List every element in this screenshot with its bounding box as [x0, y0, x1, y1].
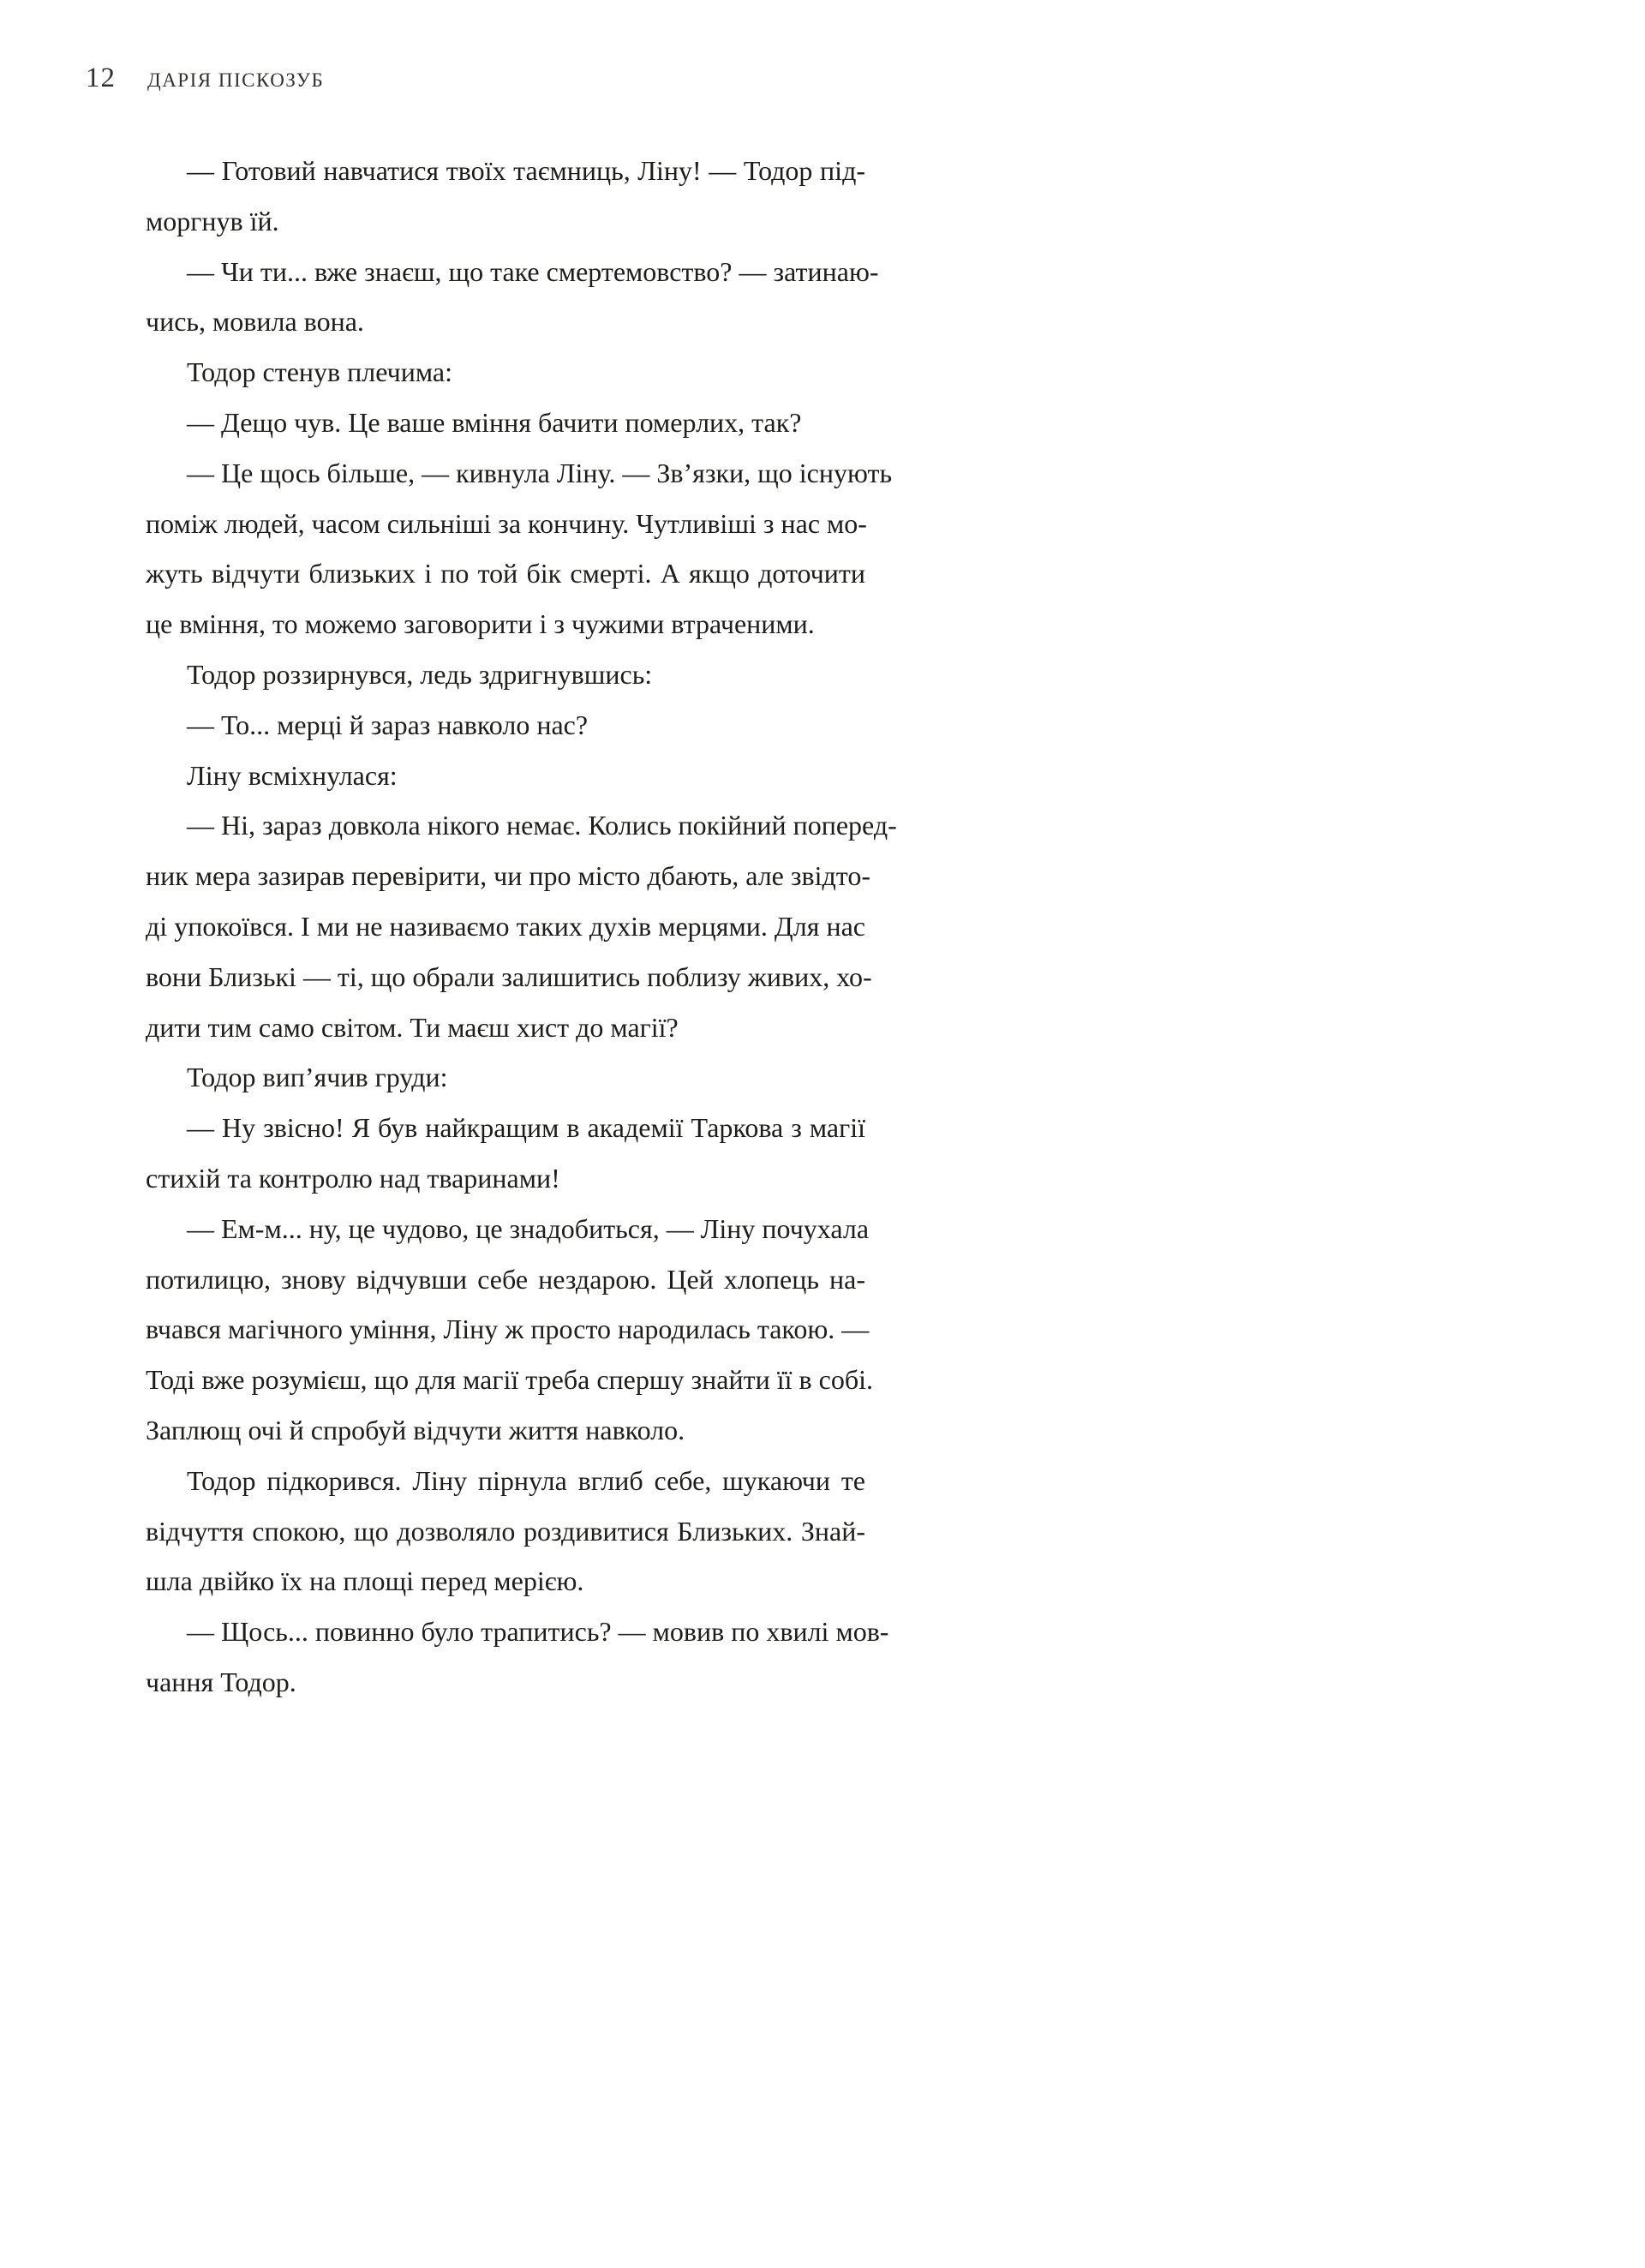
text-line: — Щось... повинно було трапитись? — мовив по хвилі мов-	[187, 1616, 889, 1648]
text-line: жуть відчути близьких і по той бік смерті. А якщо доточити	[146, 558, 865, 589]
text-line: вчався магічного уміння, Ліну ж просто народилась такою. —	[146, 1314, 870, 1345]
paragraph	[146, 1456, 865, 1607]
text-line: чись, мовила вона.	[146, 306, 364, 338]
text-line: ді упокоївся. І ми не називаємо таких духів мерцями. Для нас	[146, 910, 865, 942]
paragraph	[146, 751, 865, 801]
text-line: це вміння, то можемо заговорити і з чужими втраченими.	[146, 608, 815, 640]
paragraph	[146, 1103, 865, 1204]
text-line: — То... мерці й зараз навколо нас?	[187, 709, 589, 740]
text-line: моргнув їй.	[146, 205, 279, 236]
author-name: ДАРІЯ ПІСКОЗУБ	[147, 69, 325, 91]
text-line: Тодор роззирнувся, ледь здригнувшись:	[187, 658, 653, 690]
text-line: — Готовий навчатися твоїх таємниць, Ліну! — Тодор під-	[187, 155, 865, 186]
paragraph	[146, 700, 865, 751]
text-line: Тодор стенув плечима:	[187, 356, 452, 388]
paragraph	[146, 347, 865, 398]
text-line: — Ну звісно! Я був найкращим в академії Таркова з магії	[187, 1112, 865, 1144]
text-line: Тодор вип’ячив груди:	[187, 1062, 448, 1093]
paragraph	[146, 398, 865, 448]
text-line: Заплющ очі й спробуй відчути життя навколо.	[146, 1414, 685, 1445]
page-number: 12	[86, 63, 116, 93]
text-line: — Дещо чув. Це ваше вміння бачити померлих, так?	[187, 406, 802, 438]
paragraph	[146, 448, 893, 649]
page-header	[86, 63, 324, 94]
paragraph	[146, 1204, 873, 1456]
text-line: ник мера зазирав перевірити, чи про місто дбають, але звідто-	[146, 860, 871, 892]
paragraph	[146, 247, 879, 348]
text-line: шла двійко їх на площі перед мерією.	[146, 1565, 584, 1597]
paragraph	[146, 1607, 889, 1708]
text-line: чання Тодор.	[146, 1666, 296, 1697]
text-line: Тодор підкорився. Ліну пірнула вглиб себе, шукаючи те	[187, 1464, 865, 1496]
paragraph	[146, 146, 865, 247]
page-body	[146, 146, 897, 1708]
text-line: Тоді вже розумієш, що для магії треба спершу знайти її в собі.	[146, 1364, 873, 1396]
text-line: — Чи ти... вже знаєш, що таке смертемовство? — затинаю-	[187, 255, 879, 287]
paragraph	[146, 800, 897, 1052]
text-line: — Ні, зараз довкола нікого немає. Колись покійний поперед-	[187, 810, 897, 841]
text-line: — Ем-м... ну, це чудово, це знадобиться, — Ліну почухала	[187, 1212, 870, 1244]
text-line: стихій та контролю над тваринами!	[146, 1162, 560, 1194]
text-line: — Це щось більше, — кивнула Ліну. — Зв’язки, що існують	[187, 457, 893, 488]
text-line: відчуття спокою, що дозволяло роздивитися Близьких. Знай-	[146, 1515, 865, 1547]
text-line: Ліну всміхнулася:	[187, 759, 398, 791]
text-line: поміж людей, часом сильніші за кончину. Чутливіші з нас мо-	[146, 507, 867, 539]
text-line: потилицю, знову відчувши себе нездарою. Цей хлопець на-	[146, 1263, 865, 1295]
text-line: дити тим само світом. Ти маєш хист до магії?	[146, 1011, 679, 1043]
paragraph	[146, 1052, 865, 1103]
paragraph	[146, 649, 865, 700]
text-line: вони Близькі — ті, що обрали залишитись поблизу живих, хо-	[146, 960, 872, 992]
